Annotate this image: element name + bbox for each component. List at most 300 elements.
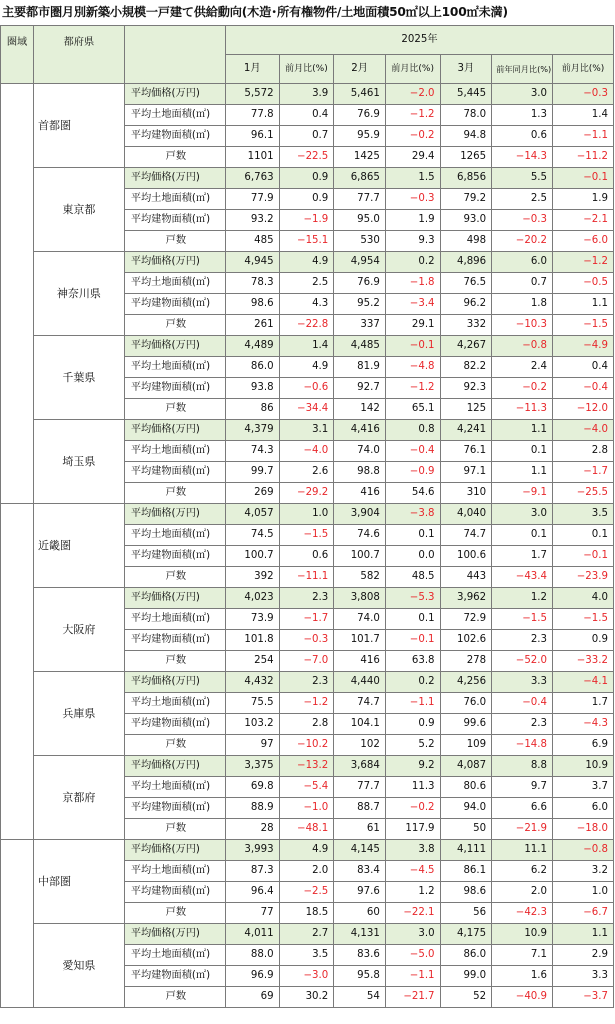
value-cell: 99.0 bbox=[440, 966, 492, 987]
value-cell: −0.2 bbox=[385, 798, 440, 819]
value-cell: 9.2 bbox=[385, 756, 440, 777]
value-cell: 0.7 bbox=[279, 126, 334, 147]
value-cell: 88.9 bbox=[225, 798, 279, 819]
value-cell: 102.6 bbox=[440, 630, 492, 651]
value-cell: 5,461 bbox=[334, 84, 386, 105]
value-cell: −4.5 bbox=[385, 861, 440, 882]
value-cell: 0.9 bbox=[385, 714, 440, 735]
value-cell: 54 bbox=[334, 987, 386, 1008]
value-cell: −1.7 bbox=[279, 609, 334, 630]
value-cell: 4,011 bbox=[225, 924, 279, 945]
value-cell: −2.1 bbox=[553, 210, 614, 231]
value-cell: 6.2 bbox=[492, 861, 553, 882]
value-cell: 2.5 bbox=[279, 273, 334, 294]
value-cell: 78.0 bbox=[440, 105, 492, 126]
value-cell: 69.8 bbox=[225, 777, 279, 798]
table-row bbox=[1, 420, 614, 441]
prefecture-label: 神奈川県 bbox=[34, 252, 125, 336]
value-cell: 3.8 bbox=[385, 840, 440, 861]
value-cell: 95.2 bbox=[334, 294, 386, 315]
value-cell: 3.5 bbox=[553, 504, 614, 525]
value-cell: 4,485 bbox=[334, 336, 386, 357]
value-cell: 72.9 bbox=[440, 609, 492, 630]
value-cell: 278 bbox=[440, 651, 492, 672]
value-cell: 93.2 bbox=[225, 210, 279, 231]
value-cell: 76.0 bbox=[440, 693, 492, 714]
value-cell: 96.1 bbox=[225, 126, 279, 147]
value-cell: 498 bbox=[440, 231, 492, 252]
table-row bbox=[1, 672, 614, 693]
value-cell: 101.7 bbox=[334, 630, 386, 651]
value-cell: 29.1 bbox=[385, 315, 440, 336]
value-cell: 0.4 bbox=[553, 357, 614, 378]
value-cell: 75.5 bbox=[225, 693, 279, 714]
value-cell: 77.8 bbox=[225, 105, 279, 126]
value-cell: −40.9 bbox=[492, 987, 553, 1008]
value-cell: 97.6 bbox=[334, 882, 386, 903]
metric-label: 平均土地面積(㎡) bbox=[124, 189, 225, 210]
header-month-2: 2月 bbox=[334, 55, 386, 84]
value-cell: 50 bbox=[440, 819, 492, 840]
value-cell: 3.9 bbox=[279, 84, 334, 105]
value-cell: 4,256 bbox=[440, 672, 492, 693]
value-cell: −0.1 bbox=[385, 630, 440, 651]
value-cell: 18.5 bbox=[279, 903, 334, 924]
value-cell: 1425 bbox=[334, 147, 386, 168]
prefecture-label: 大阪府 bbox=[34, 588, 125, 672]
value-cell: −0.9 bbox=[385, 462, 440, 483]
value-cell: 4,131 bbox=[334, 924, 386, 945]
header-row-1 bbox=[1, 26, 614, 55]
value-cell: −5.4 bbox=[279, 777, 334, 798]
value-cell: 0.8 bbox=[385, 420, 440, 441]
value-cell: 69 bbox=[225, 987, 279, 1008]
value-cell: 61 bbox=[334, 819, 386, 840]
value-cell: 1.1 bbox=[492, 462, 553, 483]
metric-label: 平均価格(万円) bbox=[124, 336, 225, 357]
value-cell: 92.7 bbox=[334, 378, 386, 399]
value-cell: 78.3 bbox=[225, 273, 279, 294]
metric-label: 平均建物面積(㎡) bbox=[124, 294, 225, 315]
value-cell: 4,111 bbox=[440, 840, 492, 861]
value-cell: −0.8 bbox=[492, 336, 553, 357]
value-cell: 0.6 bbox=[492, 126, 553, 147]
value-cell: 4.3 bbox=[279, 294, 334, 315]
value-cell: 5,572 bbox=[225, 84, 279, 105]
prefecture-label: 東京都 bbox=[34, 168, 125, 252]
value-cell: −1.7 bbox=[553, 462, 614, 483]
value-cell: −52.0 bbox=[492, 651, 553, 672]
value-cell: 3.2 bbox=[553, 861, 614, 882]
metric-label: 平均建物面積(㎡) bbox=[124, 798, 225, 819]
value-cell: 4.9 bbox=[279, 357, 334, 378]
value-cell: 6.0 bbox=[492, 252, 553, 273]
header-mom-3: 前月比(%) bbox=[553, 55, 614, 84]
value-cell: 93.0 bbox=[440, 210, 492, 231]
value-cell: 3,684 bbox=[334, 756, 386, 777]
value-cell: −22.8 bbox=[279, 315, 334, 336]
value-cell: −1.1 bbox=[385, 966, 440, 987]
value-cell: 76.5 bbox=[440, 273, 492, 294]
value-cell: 54.6 bbox=[385, 483, 440, 504]
value-cell: 74.0 bbox=[334, 441, 386, 462]
value-cell: 99.6 bbox=[440, 714, 492, 735]
value-cell: −1.1 bbox=[385, 693, 440, 714]
value-cell: −3.4 bbox=[385, 294, 440, 315]
value-cell: −1.2 bbox=[385, 378, 440, 399]
value-cell: 1265 bbox=[440, 147, 492, 168]
value-cell: 0.9 bbox=[279, 168, 334, 189]
value-cell: 80.6 bbox=[440, 777, 492, 798]
value-cell: 3.3 bbox=[553, 966, 614, 987]
value-cell: −4.0 bbox=[279, 441, 334, 462]
value-cell: 337 bbox=[334, 315, 386, 336]
value-cell: 6.9 bbox=[553, 735, 614, 756]
value-cell: 4,145 bbox=[334, 840, 386, 861]
prefecture-label: 兵庫県 bbox=[34, 672, 125, 756]
table-row bbox=[1, 168, 614, 189]
value-cell: 88.0 bbox=[225, 945, 279, 966]
value-cell: −18.0 bbox=[553, 819, 614, 840]
table-row bbox=[1, 924, 614, 945]
value-cell: 3.0 bbox=[492, 504, 553, 525]
value-cell: 1.1 bbox=[492, 420, 553, 441]
data-table-wrapper bbox=[0, 25, 614, 1008]
metric-label: 平均価格(万円) bbox=[124, 924, 225, 945]
value-cell: 1.3 bbox=[492, 105, 553, 126]
value-cell: 1.8 bbox=[492, 294, 553, 315]
value-cell: 2.3 bbox=[279, 672, 334, 693]
value-cell: −48.1 bbox=[279, 819, 334, 840]
value-cell: 6.0 bbox=[553, 798, 614, 819]
value-cell: 1101 bbox=[225, 147, 279, 168]
region-label: 近畿圏 bbox=[34, 504, 125, 588]
value-cell: 4.0 bbox=[553, 588, 614, 609]
metric-label: 戸数 bbox=[124, 987, 225, 1008]
value-cell: 1.4 bbox=[279, 336, 334, 357]
value-cell: −33.2 bbox=[553, 651, 614, 672]
value-cell: 4,379 bbox=[225, 420, 279, 441]
value-cell: 3,904 bbox=[334, 504, 386, 525]
value-cell: 74.6 bbox=[334, 525, 386, 546]
value-cell: 98.6 bbox=[440, 882, 492, 903]
value-cell: 582 bbox=[334, 567, 386, 588]
value-cell: 56 bbox=[440, 903, 492, 924]
value-cell: 4,241 bbox=[440, 420, 492, 441]
value-cell: 6,763 bbox=[225, 168, 279, 189]
value-cell: −14.3 bbox=[492, 147, 553, 168]
value-cell: −0.6 bbox=[279, 378, 334, 399]
value-cell: 0.9 bbox=[279, 189, 334, 210]
value-cell: −2.0 bbox=[385, 84, 440, 105]
metric-label: 平均土地面積(㎡) bbox=[124, 441, 225, 462]
value-cell: 77 bbox=[225, 903, 279, 924]
metric-label: 平均価格(万円) bbox=[124, 840, 225, 861]
value-cell: 4,267 bbox=[440, 336, 492, 357]
metric-label: 平均建物面積(㎡) bbox=[124, 378, 225, 399]
value-cell: 0.1 bbox=[385, 525, 440, 546]
prefecture-label: 埼玉県 bbox=[34, 420, 125, 504]
value-cell: 76.1 bbox=[440, 441, 492, 462]
value-cell: 97.1 bbox=[440, 462, 492, 483]
value-cell: −11.1 bbox=[279, 567, 334, 588]
metric-label: 戸数 bbox=[124, 231, 225, 252]
metric-label: 平均建物面積(㎡) bbox=[124, 126, 225, 147]
value-cell: −3.7 bbox=[553, 987, 614, 1008]
value-cell: 74.7 bbox=[440, 525, 492, 546]
metric-label: 戸数 bbox=[124, 903, 225, 924]
header-prefecture: 都府県 bbox=[34, 26, 125, 84]
value-cell: 0.2 bbox=[385, 672, 440, 693]
value-cell: 0.2 bbox=[385, 252, 440, 273]
value-cell: 100.7 bbox=[225, 546, 279, 567]
metric-label: 平均価格(万円) bbox=[124, 84, 225, 105]
metric-label: 平均建物面積(㎡) bbox=[124, 546, 225, 567]
value-cell: −0.2 bbox=[492, 378, 553, 399]
metric-label: 平均建物面積(㎡) bbox=[124, 210, 225, 231]
value-cell: 48.5 bbox=[385, 567, 440, 588]
value-cell: 2.5 bbox=[492, 189, 553, 210]
table-row bbox=[1, 756, 614, 777]
region-label: 首都圏 bbox=[34, 84, 125, 168]
value-cell: −10.3 bbox=[492, 315, 553, 336]
value-cell: 1.0 bbox=[553, 882, 614, 903]
value-cell: −3.8 bbox=[385, 504, 440, 525]
value-cell: −43.4 bbox=[492, 567, 553, 588]
value-cell: 4,040 bbox=[440, 504, 492, 525]
value-cell: 52 bbox=[440, 987, 492, 1008]
value-cell: −1.9 bbox=[279, 210, 334, 231]
value-cell: −23.9 bbox=[553, 567, 614, 588]
value-cell: −0.3 bbox=[279, 630, 334, 651]
metric-label: 平均価格(万円) bbox=[124, 756, 225, 777]
value-cell: 2.8 bbox=[279, 714, 334, 735]
table-row bbox=[1, 336, 614, 357]
value-cell: −25.5 bbox=[553, 483, 614, 504]
value-cell: −0.2 bbox=[385, 126, 440, 147]
value-cell: 96.2 bbox=[440, 294, 492, 315]
value-cell: 76.9 bbox=[334, 105, 386, 126]
value-cell: 4.9 bbox=[279, 840, 334, 861]
value-cell: 4,954 bbox=[334, 252, 386, 273]
value-cell: −22.5 bbox=[279, 147, 334, 168]
value-cell: 1.7 bbox=[553, 693, 614, 714]
value-cell: 254 bbox=[225, 651, 279, 672]
value-cell: −5.3 bbox=[385, 588, 440, 609]
header-yoy-3: 前年同月比(%) bbox=[492, 55, 553, 84]
value-cell: 83.6 bbox=[334, 945, 386, 966]
value-cell: 74.0 bbox=[334, 609, 386, 630]
value-cell: 102 bbox=[334, 735, 386, 756]
prefecture-label: 千葉県 bbox=[34, 336, 125, 420]
value-cell: 4,087 bbox=[440, 756, 492, 777]
value-cell: 4,945 bbox=[225, 252, 279, 273]
metric-label: 戸数 bbox=[124, 567, 225, 588]
value-cell: 6.6 bbox=[492, 798, 553, 819]
metric-label: 平均建物面積(㎡) bbox=[124, 966, 225, 987]
value-cell: −1.5 bbox=[279, 525, 334, 546]
value-cell: 4,896 bbox=[440, 252, 492, 273]
region-label: 中部圏 bbox=[34, 840, 125, 924]
value-cell: 3,962 bbox=[440, 588, 492, 609]
value-cell: 4,440 bbox=[334, 672, 386, 693]
value-cell: 86 bbox=[225, 399, 279, 420]
metric-label: 平均建物面積(㎡) bbox=[124, 714, 225, 735]
value-cell: 416 bbox=[334, 483, 386, 504]
value-cell: −29.2 bbox=[279, 483, 334, 504]
value-cell: 1.9 bbox=[553, 189, 614, 210]
value-cell: −42.3 bbox=[492, 903, 553, 924]
value-cell: 3.1 bbox=[279, 420, 334, 441]
value-cell: 1.7 bbox=[492, 546, 553, 567]
value-cell: −21.7 bbox=[385, 987, 440, 1008]
value-cell: 4,175 bbox=[440, 924, 492, 945]
value-cell: 83.4 bbox=[334, 861, 386, 882]
value-cell: 88.7 bbox=[334, 798, 386, 819]
region-cell bbox=[1, 84, 34, 504]
value-cell: 2.7 bbox=[279, 924, 334, 945]
value-cell: 60 bbox=[334, 903, 386, 924]
value-cell: 87.3 bbox=[225, 861, 279, 882]
value-cell: −10.2 bbox=[279, 735, 334, 756]
metric-label: 平均土地面積(㎡) bbox=[124, 609, 225, 630]
value-cell: 95.9 bbox=[334, 126, 386, 147]
value-cell: 2.0 bbox=[492, 882, 553, 903]
value-cell: 1.6 bbox=[492, 966, 553, 987]
value-cell: −1.1 bbox=[553, 126, 614, 147]
value-cell: 1.5 bbox=[385, 168, 440, 189]
value-cell: −7.0 bbox=[279, 651, 334, 672]
value-cell: 2.9 bbox=[553, 945, 614, 966]
region-cell bbox=[1, 840, 34, 1008]
table-row bbox=[1, 84, 614, 105]
value-cell: −15.1 bbox=[279, 231, 334, 252]
value-cell: 117.9 bbox=[385, 819, 440, 840]
metric-label: 平均土地面積(㎡) bbox=[124, 357, 225, 378]
value-cell: 5.5 bbox=[492, 168, 553, 189]
value-cell: 2.6 bbox=[279, 462, 334, 483]
metric-label: 平均土地面積(㎡) bbox=[124, 693, 225, 714]
value-cell: 3,375 bbox=[225, 756, 279, 777]
value-cell: 4,416 bbox=[334, 420, 386, 441]
value-cell: 11.3 bbox=[385, 777, 440, 798]
value-cell: 3.0 bbox=[492, 84, 553, 105]
value-cell: 6,856 bbox=[440, 168, 492, 189]
value-cell: 310 bbox=[440, 483, 492, 504]
value-cell: 1.4 bbox=[553, 105, 614, 126]
region-cell bbox=[1, 504, 34, 840]
value-cell: 86.1 bbox=[440, 861, 492, 882]
value-cell: 6,865 bbox=[334, 168, 386, 189]
value-cell: 1.2 bbox=[385, 882, 440, 903]
value-cell: 77.9 bbox=[225, 189, 279, 210]
metric-label: 平均建物面積(㎡) bbox=[124, 882, 225, 903]
value-cell: 142 bbox=[334, 399, 386, 420]
value-cell: 0.9 bbox=[553, 630, 614, 651]
value-cell: −4.1 bbox=[553, 672, 614, 693]
value-cell: 73.9 bbox=[225, 609, 279, 630]
value-cell: 3.5 bbox=[279, 945, 334, 966]
value-cell: −0.4 bbox=[385, 441, 440, 462]
value-cell: −0.8 bbox=[553, 840, 614, 861]
value-cell: −12.0 bbox=[553, 399, 614, 420]
value-cell: 77.7 bbox=[334, 189, 386, 210]
value-cell: 65.1 bbox=[385, 399, 440, 420]
value-cell: 2.8 bbox=[553, 441, 614, 462]
metric-label: 戸数 bbox=[124, 147, 225, 168]
value-cell: −0.5 bbox=[553, 273, 614, 294]
value-cell: −0.3 bbox=[492, 210, 553, 231]
value-cell: −1.2 bbox=[553, 252, 614, 273]
value-cell: −11.2 bbox=[553, 147, 614, 168]
metric-label: 平均土地面積(㎡) bbox=[124, 273, 225, 294]
header-mom-1: 前月比(%) bbox=[279, 55, 334, 84]
value-cell: −6.7 bbox=[553, 903, 614, 924]
value-cell: 3,808 bbox=[334, 588, 386, 609]
page-title: 主要都市圏月別新築小規模一戸建て供給動向(木造･所有権物件/土地面積50㎡以上100㎡未満) bbox=[2, 5, 508, 19]
value-cell: 2.3 bbox=[279, 588, 334, 609]
value-cell: −1.5 bbox=[553, 609, 614, 630]
value-cell: −2.5 bbox=[279, 882, 334, 903]
value-cell: 261 bbox=[225, 315, 279, 336]
value-cell: 269 bbox=[225, 483, 279, 504]
metric-label: 平均土地面積(㎡) bbox=[124, 945, 225, 966]
value-cell: 7.1 bbox=[492, 945, 553, 966]
metric-label: 平均建物面積(㎡) bbox=[124, 462, 225, 483]
value-cell: −0.3 bbox=[553, 84, 614, 105]
value-cell: 11.1 bbox=[492, 840, 553, 861]
value-cell: 94.8 bbox=[440, 126, 492, 147]
metric-label: 戸数 bbox=[124, 651, 225, 672]
value-cell: 104.1 bbox=[334, 714, 386, 735]
value-cell: 82.2 bbox=[440, 357, 492, 378]
header-month-3: 3月 bbox=[440, 55, 492, 84]
value-cell: 10.9 bbox=[553, 756, 614, 777]
metric-label: 平均価格(万円) bbox=[124, 168, 225, 189]
value-cell: −0.3 bbox=[385, 189, 440, 210]
metric-label: 戸数 bbox=[124, 819, 225, 840]
table-row bbox=[1, 252, 614, 273]
value-cell: −1.5 bbox=[492, 609, 553, 630]
value-cell: −0.1 bbox=[553, 546, 614, 567]
value-cell: −4.8 bbox=[385, 357, 440, 378]
value-cell: 63.8 bbox=[385, 651, 440, 672]
metric-label: 戸数 bbox=[124, 735, 225, 756]
value-cell: 94.0 bbox=[440, 798, 492, 819]
metric-label: 平均建物面積(㎡) bbox=[124, 630, 225, 651]
metric-label: 平均土地面積(㎡) bbox=[124, 861, 225, 882]
value-cell: 96.9 bbox=[225, 966, 279, 987]
value-cell: 100.6 bbox=[440, 546, 492, 567]
value-cell: −0.1 bbox=[553, 168, 614, 189]
value-cell: 4,023 bbox=[225, 588, 279, 609]
value-cell: 0.1 bbox=[385, 609, 440, 630]
value-cell: 9.3 bbox=[385, 231, 440, 252]
table-row bbox=[1, 504, 614, 525]
value-cell: 10.9 bbox=[492, 924, 553, 945]
value-cell: 3,993 bbox=[225, 840, 279, 861]
value-cell: 95.0 bbox=[334, 210, 386, 231]
value-cell: 86.0 bbox=[225, 357, 279, 378]
value-cell: 0.7 bbox=[492, 273, 553, 294]
metric-label: 平均土地面積(㎡) bbox=[124, 525, 225, 546]
value-cell: 1.2 bbox=[492, 588, 553, 609]
value-cell: 2.3 bbox=[492, 714, 553, 735]
value-cell: 100.7 bbox=[334, 546, 386, 567]
value-cell: 2.4 bbox=[492, 357, 553, 378]
value-cell: 74.5 bbox=[225, 525, 279, 546]
value-cell: −13.2 bbox=[279, 756, 334, 777]
